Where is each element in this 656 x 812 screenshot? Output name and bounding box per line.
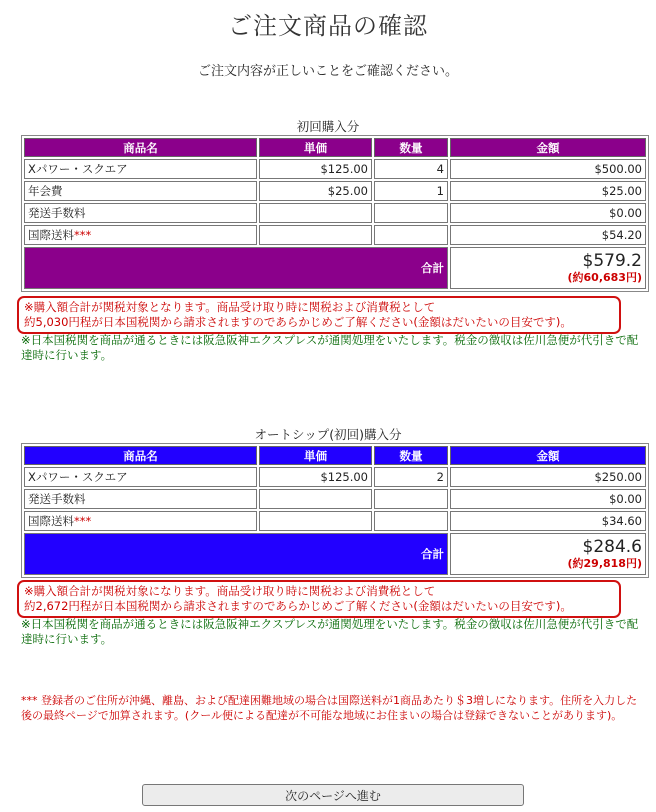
total-row	[24, 533, 646, 575]
first-purchase-caption: 初回購入分	[296, 119, 360, 134]
quantity	[374, 203, 448, 223]
product-name: 発送手数料	[24, 489, 257, 509]
table-row	[24, 203, 646, 223]
amount: $25.00	[450, 181, 646, 201]
amount: $500.00	[450, 159, 646, 179]
autoship-caption: オートシップ(初回)購入分	[254, 427, 402, 442]
unit-price	[259, 511, 372, 531]
first-purchase-table	[21, 135, 649, 292]
amount: $0.00	[450, 489, 646, 509]
unit-price: $125.00	[259, 467, 372, 487]
header-unit-price: 単価	[259, 446, 372, 465]
unit-price	[259, 489, 372, 509]
quantity	[374, 489, 448, 509]
table-row	[24, 467, 646, 487]
amount: $0.00	[450, 203, 646, 223]
table-row	[24, 225, 646, 245]
total-row	[24, 247, 646, 289]
header-unit-price: 単価	[259, 138, 372, 157]
total-cell	[450, 247, 646, 289]
unit-price: $25.00	[259, 181, 372, 201]
table-row	[24, 511, 646, 531]
quantity	[374, 511, 448, 531]
header-amount: 金額	[450, 446, 646, 465]
amount: $250.00	[450, 467, 646, 487]
page-title: ご注文商品の確認	[228, 12, 428, 40]
product-name: 年会費	[24, 181, 257, 201]
total-yen: (約29,818円)	[567, 557, 642, 570]
customs-notice-line1: ※購入額合計が関税対象となります。商品受け取り時に関税および消費税として	[24, 300, 436, 314]
customs-process-note: ※日本国税関を商品が通るときには阪急阪神エクスプレスが通関処理をいたします。税金の徴収は佐川急便が代引きで配達時に行います。	[21, 617, 639, 646]
total-amount: $284.6	[582, 537, 642, 557]
table-row	[24, 181, 646, 201]
header-quantity: 数量	[374, 446, 448, 465]
header-product-name: 商品名	[24, 446, 257, 465]
unit-price	[259, 225, 372, 245]
header-product-name: 商品名	[24, 138, 257, 157]
customs-process-note: ※日本国税関を商品が通るときには阪急阪神エクスプレスが通関処理をいたします。税金の徴収は佐川急便が代引きで配達時に行います。	[21, 333, 639, 362]
amount: $34.60	[450, 511, 646, 531]
shipping-footnote: *** 登録者のご住所が沖縄、離島、および配達困難地域の場合は国際送料が1商品あたり＄3増しになります。住所を入力した後の最終ページで加算されます。(クール便による配達が不可能な地域にお住まいの場合は登録できないことがあります)。	[21, 694, 638, 722]
customs-notice-line1: ※購入額合計が関税対象になります。商品受け取り時に関税および消費税として	[24, 584, 436, 598]
table-header-row	[24, 446, 646, 465]
header-quantity: 数量	[374, 138, 448, 157]
customs-notice-line2: 約5,030円程が日本国税関から請求されますのであらかじめご了解ください(金額はだいたいの目安です)。	[24, 315, 572, 329]
table-row	[24, 159, 646, 179]
product-name: 発送手数料	[24, 203, 257, 223]
header-amount: 金額	[450, 138, 646, 157]
total-yen: (約60,683円)	[567, 271, 642, 284]
customs-notice-box	[17, 296, 621, 334]
quantity: 2	[374, 467, 448, 487]
product-name: 国際送料***	[24, 511, 257, 531]
quantity: 4	[374, 159, 448, 179]
quantity: 1	[374, 181, 448, 201]
unit-price	[259, 203, 372, 223]
customs-notice-box	[17, 580, 621, 618]
amount: $54.20	[450, 225, 646, 245]
unit-price: $125.00	[259, 159, 372, 179]
product-name: 国際送料***	[24, 225, 257, 245]
next-page-button[interactable]: 次のページへ進む	[142, 784, 524, 806]
quantity	[374, 225, 448, 245]
customs-notice-line2: 約2,672円程が日本国税関から請求されますのであらかじめご了解ください(金額はだいたいの目安です)。	[24, 599, 572, 613]
total-cell	[450, 533, 646, 575]
total-amount: $579.2	[582, 251, 642, 271]
total-label: 合計	[24, 533, 448, 575]
intro-text: ご注文内容が正しいことをご確認ください。	[197, 64, 458, 79]
total-label: 合計	[24, 247, 448, 289]
table-header-row	[24, 138, 646, 157]
product-name: Xパワー・スクエア	[24, 159, 257, 179]
table-row	[24, 489, 646, 509]
product-name: Xパワー・スクエア	[24, 467, 257, 487]
autoship-table	[21, 443, 649, 578]
